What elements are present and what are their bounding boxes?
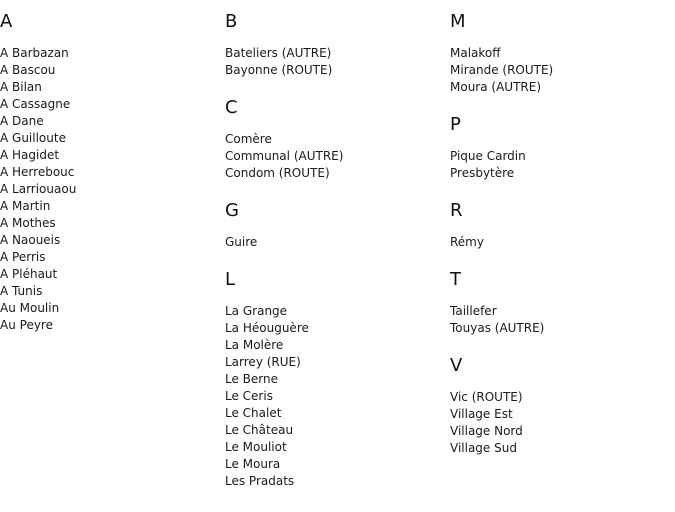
letter-group-t: [450, 268, 665, 337]
street-link[interactable]: Les Pradats: [225, 474, 295, 488]
street-link[interactable]: Guire: [225, 235, 258, 249]
street-link[interactable]: A Perris: [0, 250, 46, 264]
street-list: [450, 148, 665, 182]
street-link[interactable]: La Molère: [225, 338, 284, 352]
street-link[interactable]: Presbytère: [450, 166, 515, 180]
street-list: [225, 303, 440, 490]
letter-group-a: [0, 10, 215, 334]
section-letter: P: [450, 114, 461, 135]
street-link[interactable]: A Mothes: [0, 216, 56, 230]
street-list: [225, 234, 440, 251]
letter-group-r: [450, 199, 665, 251]
section-letter: L: [225, 269, 236, 290]
street-link[interactable]: Touyas (AUTRE): [450, 321, 545, 335]
street-link[interactable]: Le Moura: [225, 457, 281, 471]
street-link[interactable]: La Héouguère: [225, 321, 309, 335]
street-link[interactable]: Taillefer: [450, 304, 497, 318]
street-link[interactable]: Rémy: [450, 235, 484, 249]
street-list: [450, 389, 665, 457]
section-letter: M: [450, 11, 466, 32]
street-link[interactable]: A Hagidet: [0, 148, 60, 162]
street-link[interactable]: Le Berne: [225, 372, 278, 386]
street-index-column-1: [0, 10, 215, 351]
letter-group-p: [450, 113, 665, 182]
street-list: [450, 303, 665, 337]
street-link[interactable]: Comère: [225, 132, 272, 146]
letter-group-l: [225, 268, 440, 490]
section-letter: V: [450, 355, 463, 376]
section-letter: G: [225, 200, 239, 221]
street-link[interactable]: La Grange: [225, 304, 288, 318]
street-link[interactable]: Au Peyre: [0, 318, 53, 332]
street-link[interactable]: A Herrebouc: [0, 165, 75, 179]
street-link[interactable]: A Tunis: [0, 284, 43, 298]
street-list: [225, 45, 440, 79]
street-link[interactable]: Le Ceris: [225, 389, 273, 403]
section-letter: A: [0, 11, 13, 32]
street-link[interactable]: Le Mouliot: [225, 440, 287, 454]
street-link[interactable]: Larrey (RUE): [225, 355, 301, 369]
street-list: [450, 234, 665, 251]
street-link[interactable]: A Dane: [0, 114, 44, 128]
street-link[interactable]: A Barbazan: [0, 46, 69, 60]
street-link[interactable]: A Martin: [0, 199, 51, 213]
street-link[interactable]: Au Moulin: [0, 301, 60, 315]
letter-group-m: [450, 10, 665, 96]
letter-group-g: [225, 199, 440, 251]
letter-group-v: [450, 354, 665, 457]
street-link[interactable]: Moura (AUTRE): [450, 80, 542, 94]
street-link[interactable]: Le Château: [225, 423, 294, 437]
section-letter: R: [450, 200, 463, 221]
street-link[interactable]: A Bilan: [0, 80, 42, 94]
letter-group-b: [225, 10, 440, 79]
street-link[interactable]: A Larriouaou: [0, 182, 77, 196]
letter-group-c: [225, 96, 440, 182]
street-link[interactable]: Vic (ROUTE): [450, 390, 523, 404]
street-link[interactable]: A Guilloute: [0, 131, 66, 145]
street-link[interactable]: Malakoff: [450, 46, 501, 60]
section-letter: B: [225, 11, 238, 32]
street-link[interactable]: Pique Cardin: [450, 149, 526, 163]
street-link[interactable]: A Bascou: [0, 63, 56, 77]
street-index-column-3: [450, 10, 665, 474]
street-link[interactable]: Village Nord: [450, 424, 523, 438]
street-link[interactable]: Village Sud: [450, 441, 517, 455]
street-link[interactable]: Bayonne (ROUTE): [225, 63, 333, 77]
street-list: [450, 45, 665, 96]
street-link[interactable]: A Pléhaut: [0, 267, 58, 281]
street-link[interactable]: A Naoueis: [0, 233, 61, 247]
section-letter: T: [450, 269, 461, 290]
street-link[interactable]: Le Chalet: [225, 406, 282, 420]
street-list: [225, 131, 440, 182]
street-link[interactable]: Communal (AUTRE): [225, 149, 344, 163]
street-index-column-2: [225, 10, 440, 507]
street-link[interactable]: Bateliers (AUTRE): [225, 46, 332, 60]
street-link[interactable]: Condom (ROUTE): [225, 166, 330, 180]
street-link[interactable]: Mirande (ROUTE): [450, 63, 554, 77]
street-link[interactable]: Village Est: [450, 407, 513, 421]
street-link[interactable]: A Cassagne: [0, 97, 71, 111]
section-letter: C: [225, 97, 238, 118]
street-list: [0, 45, 215, 334]
